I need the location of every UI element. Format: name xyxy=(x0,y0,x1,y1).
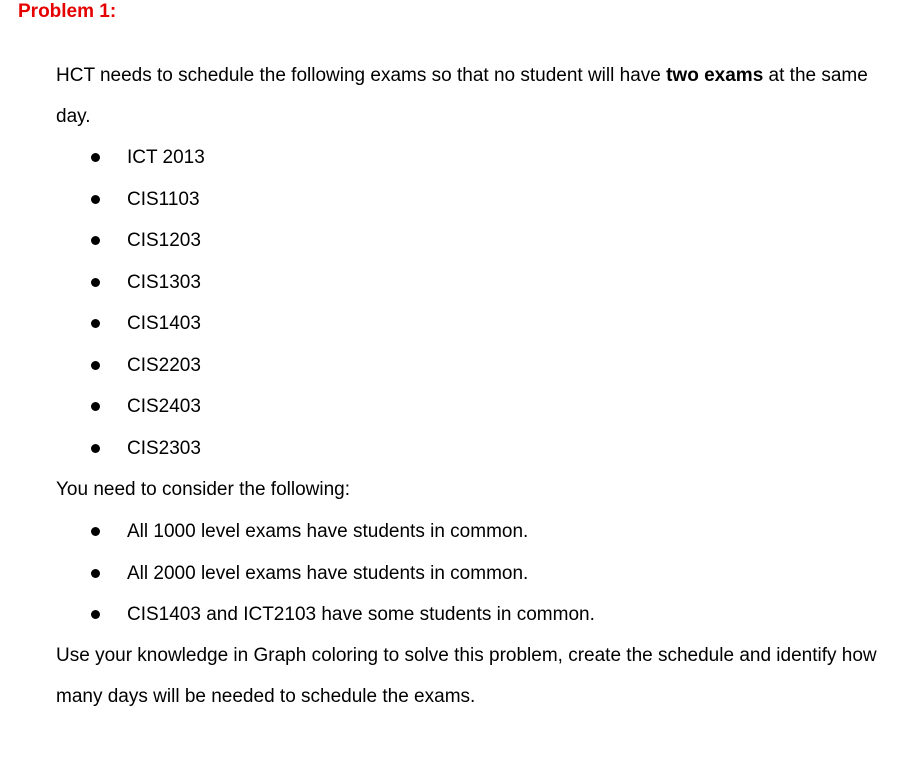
intro-text-bold: two exams xyxy=(666,65,764,86)
exam-code: CIS2403 xyxy=(127,396,201,417)
exam-code: CIS2203 xyxy=(127,354,201,376)
bullet-icon xyxy=(91,569,100,578)
bullet-icon xyxy=(91,153,100,162)
exam-code: CIS1403 xyxy=(127,313,201,334)
exam-code: CIS2303 xyxy=(127,437,201,459)
problem-heading: Problem 1: xyxy=(18,1,117,22)
closing-paragraph: Use your knowledge in Graph coloring to solve this problem, create the schedule and identify how many days will be needed to schedule the exams. xyxy=(56,645,877,707)
bullet-icon xyxy=(91,444,100,453)
exam-code: CIS1203 xyxy=(127,230,201,251)
bullet-icon xyxy=(91,402,100,411)
bullet-icon xyxy=(91,195,100,204)
bullet-icon xyxy=(91,527,100,536)
consider-label: You need to consider the following: xyxy=(56,479,351,500)
intro-paragraph xyxy=(56,55,886,137)
bullet-icon xyxy=(91,361,100,370)
condition-text: All 1000 level exams have students in common. xyxy=(127,521,529,542)
condition-text: CIS1403 and ICT2103 have some students in common. xyxy=(127,604,595,625)
bullet-icon xyxy=(91,236,100,245)
exam-code: CIS1303 xyxy=(127,271,201,293)
intro-text-start: HCT needs to schedule the following exams so that no student will have xyxy=(56,65,667,86)
intro-text-end: at the same day. xyxy=(56,65,868,127)
bullet-icon xyxy=(91,319,100,328)
exam-code: ICT 2013 xyxy=(127,147,205,168)
exam-code: CIS1103 xyxy=(127,188,200,210)
condition-text: All 2000 level exams have students in common. xyxy=(127,562,529,584)
bullet-icon xyxy=(91,278,100,287)
bullet-icon xyxy=(91,610,100,619)
